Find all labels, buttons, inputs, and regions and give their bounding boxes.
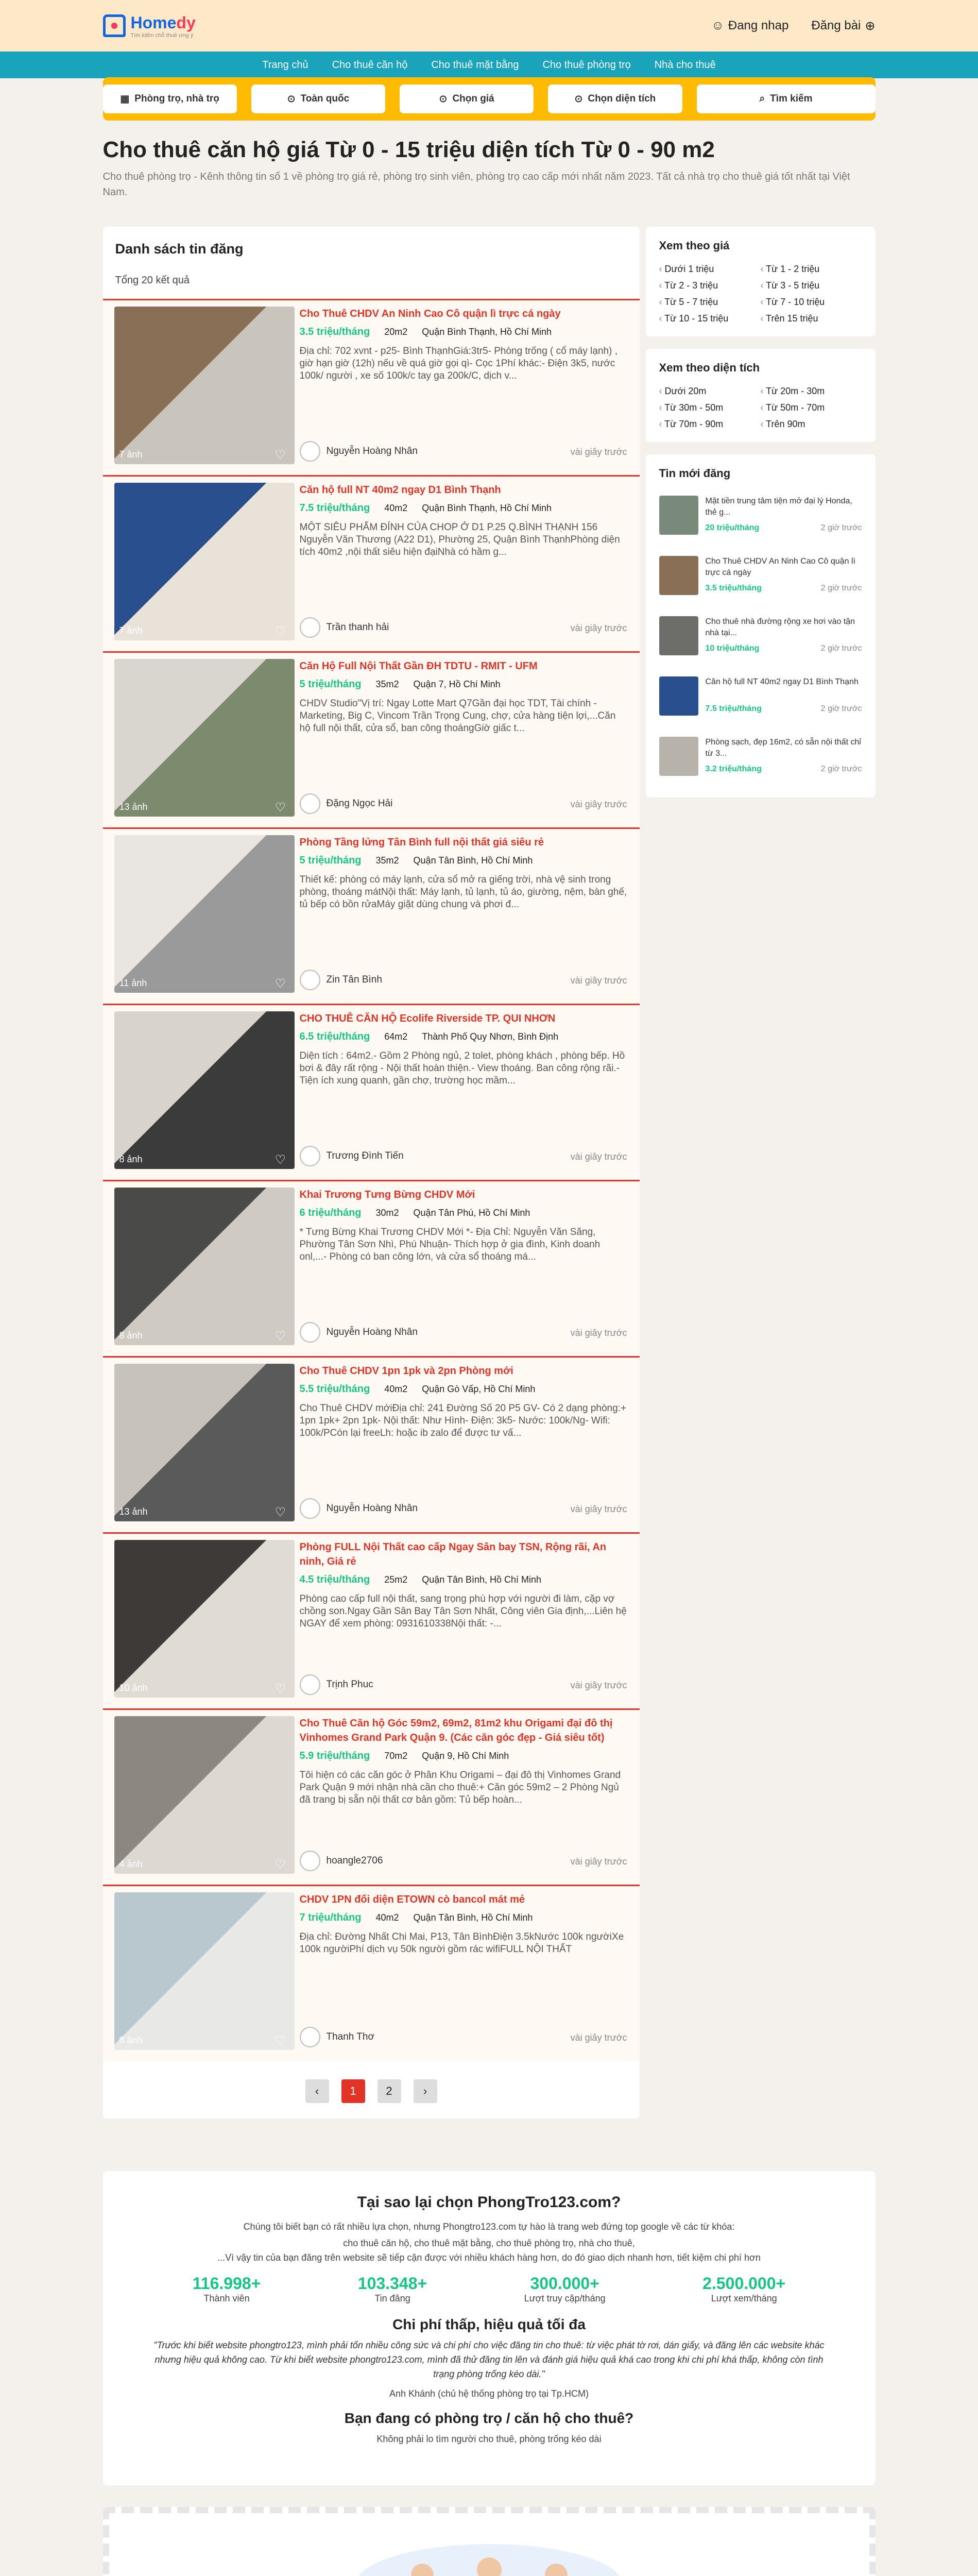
listing-location: Quận 9, Hồ Chí Minh	[422, 1751, 509, 1761]
search-field-2[interactable]	[400, 84, 534, 113]
listing-price: 5 triệu/tháng	[299, 679, 362, 690]
news-thumb	[659, 496, 698, 535]
stat	[193, 2274, 261, 2304]
listing-item[interactable]	[103, 1356, 640, 1532]
listing-item[interactable]	[103, 827, 640, 1004]
avatar	[300, 441, 320, 462]
listing-title[interactable]: Khai Trương Tưng Bừng CHDV Mới	[299, 1189, 475, 1200]
news-item[interactable]	[659, 556, 862, 597]
area-filter-link[interactable]: ‹ Dưới 20m	[659, 386, 761, 397]
listing-desc: Phòng cao cấp full nội thất, sang trọng phù hợp với người đi làm, cặp vợ chồng son.Ngay Gần Sân Bay Tân Sơn Nhất, Công viên Gia định,...Liên hệ NGAY để xem phòng: 0931610338Nội thất: -...	[299, 1594, 627, 1629]
stat-value: 103.348+	[357, 2274, 427, 2293]
listing-meta	[300, 326, 629, 338]
listing-user	[300, 2027, 374, 2047]
heart-icon[interactable]: ♡	[274, 1153, 286, 1167]
price-filter-link[interactable]: ‹ Từ 3 - 5 triệu	[761, 280, 862, 291]
heart-icon[interactable]: ♡	[274, 624, 286, 638]
listing-photo[interactable]	[114, 1364, 295, 1521]
news-price: 3.5 triệu/tháng	[705, 584, 762, 592]
listing-title[interactable]: Căn hộ full NT 40m2 ngay D1 Bình Thạnh	[299, 484, 501, 496]
avatar	[300, 2027, 320, 2047]
stat	[524, 2274, 606, 2304]
listing-location: Quận Tân Bình, Hồ Chí Minh	[413, 1912, 533, 1923]
avatar	[300, 970, 320, 990]
news-thumb	[659, 556, 698, 595]
listing-user	[300, 1322, 418, 1343]
news-item[interactable]	[659, 616, 862, 657]
user-name: Nguyễn Hoàng Nhân	[326, 446, 418, 456]
news-time: 2 giờ trước	[820, 704, 862, 713]
listing-title[interactable]: CHO THUÊ CĂN HỘ Ecolife Riverside TP. QUI NHƠN	[299, 1013, 556, 1024]
listing-time: vài giây trước	[570, 1680, 627, 1690]
listing-price: 6.5 triệu/tháng	[299, 1031, 370, 1042]
list-heading: Danh sách tin đăng	[115, 241, 244, 257]
news-meta	[706, 704, 862, 714]
news-meta	[706, 644, 862, 653]
listing-desc: Địa chỉ: Đường Nhất Chi Mai, P13, Tân BìnhĐiện 3.5kNước 100k ngườiXe 100k ngườiPhí dịch vụ 50k người gồm rác wifiFULL NỘI THẤT	[299, 1931, 624, 1955]
listing-user	[300, 970, 382, 990]
search-field-icon: ⊙	[574, 93, 583, 105]
user-name: Thanh Thơ	[326, 2031, 374, 2042]
news-price: 7.5 triệu/tháng	[705, 704, 762, 713]
price-filter-link[interactable]: ‹ Từ 5 - 7 triệu	[659, 297, 761, 308]
avatar	[300, 1322, 320, 1343]
plus-icon: ⊕	[865, 19, 876, 33]
listing-meta	[300, 1383, 629, 1395]
listing-desc: * Tưng Bừng Khai Trương CHDV Mới *- Địa Chỉ: Nguyễn Văn Săng, Phường Tân Sơn Nhì, Phú Nhuận- Thích hợp ở gia đình, Kinh doanh onl,...- Phòng có ban công lớn, và cửa sổ thoáng má...	[299, 1227, 600, 1262]
listing-time: vài giây trước	[570, 1328, 627, 1338]
news-title[interactable]: Phòng sạch, đẹp 16m2, có sẵn nội thất chỉ từ 3...	[705, 738, 861, 758]
listing-photo[interactable]	[114, 1892, 295, 2050]
news-title[interactable]: Căn hộ full NT 40m2 ngay D1 Bình Thạnh	[705, 677, 859, 686]
search-field-label: Phòng trọ, nhà trọ	[134, 93, 219, 104]
listing-location: Quận Bình Thạnh, Hồ Chí Minh	[422, 327, 552, 337]
listing-location: Quận 7, Hồ Chí Minh	[413, 679, 501, 689]
listing-photo[interactable]	[114, 1540, 295, 1698]
page-button[interactable]: 2	[378, 2079, 401, 2103]
support-illustration	[345, 2529, 633, 2576]
listing-info	[295, 307, 640, 475]
listing-title[interactable]: Phòng FULL Nội Thất cao cấp Ngay Sân bay TSN, Rộng rãi, An ninh, Giá rẻ	[299, 1541, 607, 1567]
news-thumb	[659, 737, 698, 776]
listing-area: 40m2	[375, 1912, 399, 1923]
photo-count: 7 ảnh	[119, 625, 143, 636]
listing-meta	[300, 1031, 629, 1043]
listing-info	[295, 659, 640, 827]
stat	[358, 2274, 427, 2304]
listing-price: 5.5 triệu/tháng	[299, 1383, 370, 1395]
site-header	[0, 0, 978, 52]
sidebar	[646, 227, 876, 810]
listing-desc: MỘT SIÊU PHẨM ĐỈNH CỦA CHOP Ở D1 P.25 Q.BÌNH THẠNH 156 Nguyễn Văn Thương (A22 D1), Phường 25, Quận Bình ThạnhPhòng diện tích 40m2 ,nội thất siêu hiện đạiNhà có hầm g...	[299, 522, 620, 557]
listing-price: 5.9 triệu/tháng	[299, 1750, 370, 1761]
user-name: Trần thanh hải	[326, 622, 389, 633]
listing-user	[300, 617, 389, 638]
listing-desc: Thiết kế: phòng có máy lạnh, cửa sổ mở ra giếng trời, nhà vệ sinh trong phòng, thoáng mátNội thất: Máy lạnh, tủ lạnh, tủ áo, giường, nệm, bàn ghế, tủ bếp có bồn rửaMáy giặt dùng chung và phơi đ...	[299, 874, 627, 910]
result-count: Tổng 20 kết quả	[115, 275, 190, 286]
listing-meta	[300, 1207, 629, 1219]
news-title[interactable]: Cho Thuê CHDV An Ninh Cao Cô quận lì trực cá ngày	[705, 557, 855, 577]
heart-icon[interactable]: ♡	[274, 1858, 286, 1872]
photo-count: 4 ảnh	[119, 1859, 143, 1869]
avatar	[300, 617, 320, 638]
heart-icon[interactable]: ♡	[274, 1329, 286, 1343]
listing-photo[interactable]	[114, 659, 295, 817]
area-filter-link[interactable]: ‹ Từ 70m - 90m	[659, 419, 761, 430]
price-filter-link[interactable]: ‹ Từ 2 - 3 triệu	[659, 280, 761, 291]
new-posts: Tin mới đăng Mặt tiền trung tâm tiện mở đại lý Honda, thẻ g... 20 triệu/tháng 2 giờ trước Cho Thuê CHDV An Ninh Cao Cô quận lì trực cá ngày 3.5 triệu/tháng 2 giờ trước Cho thuê nhà đường rộng xe hơi vào tận nhà tại... 10 triệu/tháng 2 giờ trước Căn hộ full NT 40m2 ngay D1 Bình Thạnh 7.5 triệu/tháng 2 giờ trước Phòng sạch, đẹp 16m2, có sẵn nội thất chỉ từ 3... 3.2 triệu/tháng 2 giờ trước	[646, 454, 876, 798]
photo-count: 8 ảnh	[119, 1330, 143, 1341]
listing-time: vài giây trước	[570, 623, 627, 633]
news-item[interactable]	[659, 496, 862, 537]
listing-info	[295, 1011, 640, 1180]
news-title[interactable]: Mặt tiền trung tâm tiện mở đại lý Honda, thẻ g...	[705, 497, 852, 517]
area-filter-link[interactable]: ‹ Từ 50m - 70m	[761, 402, 862, 413]
listing-photo[interactable]	[114, 1716, 295, 1874]
listing-price: 5 triệu/tháng	[299, 855, 362, 866]
heart-icon[interactable]: ♡	[274, 977, 286, 991]
listing-photo[interactable]	[114, 307, 295, 464]
listing-area: 30m2	[375, 1208, 399, 1218]
listing-time: vài giây trước	[570, 1151, 627, 1162]
avatar	[300, 1674, 320, 1695]
listing-location: Quận Tân Phú, Hồ Chí Minh	[413, 1208, 530, 1218]
area-filter-link[interactable]: ‹ Trên 90m	[761, 419, 862, 430]
stat	[702, 2274, 785, 2304]
listing-meta	[300, 679, 629, 690]
listing-user	[300, 1498, 418, 1519]
listing-area: 64m2	[384, 1031, 408, 1042]
photo-count: 10 ảnh	[119, 1683, 148, 1693]
listing-info	[295, 483, 640, 651]
listing-area: 20m2	[384, 327, 408, 337]
nav-item-1[interactable]: Cho thuê căn hộ	[332, 59, 408, 71]
news-meta	[706, 584, 862, 593]
why-section: Tại sao lại chọn PhongTro123.com? Chúng tôi biết bạn có rất nhiều lựa chọn, nhưng Phongtro123.com tự hào là trang web đứng top google về các từ khóa: cho thuê căn hộ, cho thuê mặt bằng, cho thuê phòng trọ, nhà cho thuê, ...Vì vậy tin của bạn đăng trên website sẽ tiếp cận được với nhiều khách hàng hơn, do đó giao dịch nhanh hơn, tiết kiệm chi phí hơn 116.998+ Thành viên 103.348+ Tin đăng 300.000+ Lượt truy cập/tháng 2.500.000+ Lượt xem/tháng Chi phí thấp, hiệu quả tối đa "Trước khi biết website phongtro123, mình phải tốn nhiều công sức và chi phí cho việc đăng tin cho thuê: từ việc phát tờ rơi, dán giấy, và đăng lên các website khác nhưng hiệu quả không cao. Từ khi biết website phongtro123.com, mình đã thử đăng tin lên và đánh giá hiệu quả khá cao trong khi chi phí khá thấp, không còn tình trạng phòng trống kéo dài." Anh Khánh (chủ hệ thống phòng trọ tại Tp.HCM) Bạn đang có phòng trọ / căn hộ cho thuê? Không phải lo tìm người cho thuê, phòng trống kéo dài	[103, 2171, 876, 2485]
listing-info	[295, 835, 640, 1004]
search-field-3[interactable]	[548, 84, 682, 113]
search-field-label: Chọn diện tích	[588, 93, 656, 104]
listing-meta	[300, 1574, 629, 1586]
news-price: 20 triệu/tháng	[705, 523, 760, 532]
search-field-label: Chọn giá	[452, 93, 494, 104]
search-field-icon: ⊙	[439, 93, 448, 105]
search-field-4[interactable]	[697, 84, 876, 113]
listing-item[interactable]	[103, 651, 640, 827]
listing-title[interactable]: CHDV 1PN đối diện ETOWN cò bancol mát mẻ	[299, 1894, 525, 1905]
listing-price: 6 triệu/tháng	[299, 1207, 362, 1218]
listing-photo[interactable]	[114, 835, 295, 993]
post-button[interactable]: Đăng bài ⊕	[811, 19, 876, 33]
price-filter-link[interactable]: ‹ Từ 7 - 10 triệu	[761, 297, 862, 308]
listing-desc: Diện tích : 64m2.- Gồm 2 Phòng ngủ, 2 tolet, phòng khách , phòng bếp. Hồ bơi & đây rất rộng - Nội thất hoàn thiện.- View thoáng. Ban công rộng rãi.- Tiện ích xung quanh, gần chợ, trường học mầm...	[299, 1050, 625, 1086]
user-name: Nguyễn Hoàng Nhân	[326, 1327, 418, 1337]
area-filter-link[interactable]: ‹ Từ 30m - 50m	[659, 402, 761, 413]
news-price: 10 triệu/tháng	[705, 644, 760, 653]
photo-count: 11 ảnh	[119, 978, 147, 988]
listing-desc: Tôi hiện có các căn góc ở Phân Khu Origami – đại đô thị Vinhomes Grand Park Quận 9 mới nhận nhà cần cho thuê:+ Căn góc 59m2 – 2 Phòng Ngủ đã trang bị sẵn nội thất cơ bản gồm: Tủ bếp hoàn...	[299, 1770, 621, 1805]
price-filter: Xem theo giá ‹ Dưới 1 triệu ‹ Từ 1 - 2 triệu ‹ Từ 2 - 3 triệu ‹ Từ 3 - 5 triệu ‹ Từ 5 - 7 triệu ‹ Từ 7 - 10 triệu ‹ Từ 10 - 15 triệu ‹ Trên 15 triệu	[646, 227, 876, 336]
listing-price: 3.5 triệu/tháng	[299, 326, 370, 337]
news-price: 3.2 triệu/tháng	[705, 765, 762, 773]
listing-info	[295, 1892, 640, 2061]
listing-title[interactable]: Cho Thuê CHDV An Ninh Cao Cô quận lì trực cá ngày	[299, 308, 561, 319]
user-name: Trương Đình Tiến	[326, 1150, 404, 1161]
user-name: Trịnh Phuc	[326, 1679, 373, 1690]
listing-desc: Cho Thuê CHDV mớiĐịa chỉ: 241 Đường Số 20 P5 GV- Có 2 dạng phòng:+ 1pn 1pk+ 2pn 1pk- Nội thất: Như Hình- Điện: 3k5- Nước: 100k/Ng- Wifi: 100k/PCón lại freeLh: hoặc ib zalo để được tư vấ...	[299, 1403, 627, 1438]
news-time: 2 giờ trước	[820, 523, 862, 532]
listing-item[interactable]	[103, 1004, 640, 1180]
listing-user	[300, 1674, 373, 1695]
page-button[interactable]: 1	[341, 2079, 365, 2103]
search-field-icon: ⊙	[287, 93, 296, 105]
avatar	[300, 793, 320, 814]
photo-count: 8 ảnh	[119, 2035, 143, 2045]
area-filter-link[interactable]: ‹ Từ 20m - 30m	[761, 386, 862, 397]
search-field-label: Tìm kiếm	[770, 93, 813, 104]
page-button[interactable]: ›	[414, 2079, 437, 2103]
heart-icon[interactable]: ♡	[274, 1682, 286, 1696]
heart-icon[interactable]: ♡	[274, 1505, 286, 1519]
listing-area: 40m2	[384, 1384, 408, 1394]
listing-item[interactable]	[103, 299, 640, 475]
listing-info	[295, 1188, 640, 1356]
listing-info	[295, 1540, 640, 1708]
listing-time: vài giây trước	[570, 2032, 627, 2043]
contact-section	[103, 2507, 876, 2576]
listing-title[interactable]: Cho Thuê Căn hộ Góc 59m2, 69m2, 81m2 khu Origami đại đô thị Vinhomes Grand Park Quận 9. (Các căn góc đẹp - Giá siêu tốt)	[299, 1718, 613, 1743]
page-button[interactable]: ‹	[305, 2079, 329, 2103]
listing-area: 25m2	[384, 1574, 408, 1585]
listing-item[interactable]	[103, 1532, 640, 1708]
listing-area: 35m2	[375, 855, 399, 866]
listing-area: 40m2	[384, 503, 408, 513]
listing-location: Quận Bình Thạnh, Hồ Chí Minh	[422, 503, 552, 513]
listing-column	[103, 227, 640, 2119]
price-filter-link[interactable]: ‹ Từ 10 - 15 triệu	[659, 313, 761, 324]
stat-value: 116.998+	[192, 2274, 261, 2293]
stat-label: Lượt truy cập/tháng	[524, 2293, 606, 2303]
login-button[interactable]: ☺ Đang nhap	[711, 19, 789, 32]
user-name: Zin Tân Bình	[326, 974, 382, 985]
nav-item-3[interactable]: Cho thuê phòng trọ	[542, 59, 631, 71]
avatar	[300, 1498, 320, 1519]
listing-location: Quận Tân Bình, Hồ Chí Minh	[413, 855, 533, 866]
listing-area: 70m2	[384, 1751, 408, 1761]
page-title: Cho thuê căn hộ giá Từ 0 - 15 triệu diện tích Từ 0 - 90 m2	[102, 137, 715, 162]
photo-count: 7 ảnh	[119, 449, 143, 460]
stat-label: Thành viên	[203, 2293, 250, 2303]
news-thumb	[659, 676, 698, 716]
listing-price: 7 triệu/tháng	[299, 1912, 362, 1923]
listing-time: vài giây trước	[570, 799, 627, 809]
listing-price: 4.5 triệu/tháng	[299, 1574, 370, 1585]
listing-item[interactable]	[103, 1708, 640, 1885]
search-field-icon: ⌕	[759, 93, 765, 104]
news-meta	[706, 523, 862, 533]
listing-time: vài giây trước	[570, 975, 627, 986]
listing-meta	[300, 1750, 629, 1762]
user-name: Nguyễn Hoàng Nhân	[326, 1503, 418, 1514]
nav-item-4[interactable]: Nhà cho thuê	[654, 59, 716, 71]
pagination	[103, 2061, 640, 2119]
news-thumb	[659, 616, 698, 655]
listing-item[interactable]	[103, 1180, 640, 1356]
price-filter-link[interactable]: ‹ Dưới 1 triệu	[659, 264, 761, 275]
main-nav	[0, 52, 978, 78]
photo-count: 13 ảnh	[119, 1506, 148, 1517]
stat-label: Tin đăng	[374, 2293, 410, 2303]
heart-icon[interactable]: ♡	[274, 2034, 286, 2048]
heart-icon[interactable]: ♡	[274, 448, 286, 462]
listing-time: vài giây trước	[570, 1856, 627, 1867]
news-meta	[706, 765, 862, 774]
listing-photo[interactable]	[114, 483, 295, 640]
search-field-icon: ▦	[120, 93, 130, 105]
listing-time: vài giây trước	[570, 447, 627, 457]
listing-time: vài giây trước	[570, 1504, 627, 1514]
user-name: Đặng Ngọc Hải	[326, 798, 393, 809]
avatar	[300, 1146, 320, 1166]
listing-user	[300, 1146, 404, 1166]
stat-value: 300.000+	[530, 2274, 599, 2293]
photo-count: 13 ảnh	[119, 802, 148, 812]
listing-title[interactable]: Phòng Tầng lửng Tân Bình full nội thất giá siêu rẻ	[299, 837, 544, 848]
logo[interactable]: Homedy Tìm kiếm chỗ thuê ưng ý	[103, 13, 196, 39]
listing-meta	[300, 502, 629, 514]
search-field-0[interactable]	[103, 84, 237, 113]
photo-count: 8 ảnh	[119, 1154, 143, 1164]
listing-user	[300, 793, 393, 814]
news-item[interactable]	[659, 737, 862, 778]
listing-location: Thành Phố Quy Nhơn, Bình Định	[422, 1031, 559, 1042]
nav-item-0[interactable]: Trang chủ	[262, 59, 308, 71]
listing-meta	[300, 855, 629, 867]
listing-price: 7.5 triệu/tháng	[299, 502, 370, 514]
listing-desc: CHDV Studio"Vị trí: Ngay Lotte Mart Q7Gần đại học TDT, Tài chính - Marketing, Big C, Vincom Trần Trọng Cung, chợ, cửa hàng tiện lợi,...Căn hộ full nội thất, cửa sổ, ban công thoángGiờ giấc t...	[299, 698, 616, 734]
search-bar	[103, 77, 876, 121]
listing-info	[295, 1364, 640, 1532]
search-field-1[interactable]	[251, 84, 385, 113]
listing-user	[300, 1851, 383, 1871]
listing-area: 35m2	[375, 679, 399, 689]
area-filter: Xem theo diện tích ‹ Dưới 20m ‹ Từ 20m - 30m ‹ Từ 30m - 50m ‹ Từ 50m - 70m ‹ Từ 70m - 90m ‹ Trên 90m	[646, 349, 876, 442]
listing-location: Quận Tân Bình, Hồ Chí Minh	[422, 1574, 542, 1585]
price-filter-link[interactable]: ‹ Từ 1 - 2 triệu	[761, 264, 862, 275]
home-icon	[103, 14, 126, 37]
heart-icon[interactable]: ♡	[274, 801, 286, 815]
listing-item[interactable]	[103, 475, 640, 651]
stat-value: 2.500.000+	[702, 2274, 786, 2293]
listing-photo[interactable]	[114, 1011, 295, 1169]
nav-item-2[interactable]: Cho thuê mặt bằng	[431, 59, 519, 71]
news-title[interactable]: Cho thuê nhà đường rộng xe hơi vào tận nhà tại...	[705, 617, 855, 637]
news-time: 2 giờ trước	[820, 644, 862, 653]
stat-label: Lượt xem/tháng	[711, 2293, 777, 2303]
listing-item[interactable]	[103, 1885, 640, 2061]
page-subtitle: Cho thuê phòng trọ - Kênh thông tin số 1 về phòng trọ giá rẻ, phòng trọ sinh viên, phòng trọ cao cấp mới nhất năm 2023. Tất cả nhà trọ cho thuê giá tốt nhất tại Việt Nam.	[102, 171, 850, 198]
listing-location: Quận Gò Vấp, Hồ Chí Minh	[422, 1384, 536, 1394]
search-field-label: Toàn quốc	[300, 93, 350, 104]
listing-meta	[300, 1912, 629, 1924]
price-filter-link[interactable]: ‹ Trên 15 triệu	[761, 313, 862, 324]
news-item[interactable]	[659, 676, 862, 718]
avatar	[300, 1851, 320, 1871]
listing-title[interactable]: Cho Thuê CHDV 1pn 1pk và 2pn Phòng mới	[299, 1365, 513, 1377]
listing-photo[interactable]	[114, 1188, 295, 1345]
listing-desc: Địa chỉ: 702 xvnt - p25- Bình ThạnhGiá:3tr5- Phòng trống ( cổ máy lạnh) , giờ hạn giờ (12h) nếu về quá giờ gọi qì- Cọc 1Phí khác:- Điện 3k5, nước 100k/ người , xe số 100k/c tay ga 200k/C, dịch v...	[299, 346, 617, 381]
user-icon: ☺	[711, 19, 724, 32]
news-time: 2 giờ trước	[820, 584, 862, 592]
user-name: hoangle2706	[326, 1855, 383, 1866]
listing-info	[295, 1716, 640, 1885]
news-time: 2 giờ trước	[820, 765, 862, 773]
listing-user	[300, 441, 418, 462]
listing-title[interactable]: Căn Hộ Full Nội Thất Gần ĐH TDTU - RMIT - UFM	[299, 660, 538, 672]
